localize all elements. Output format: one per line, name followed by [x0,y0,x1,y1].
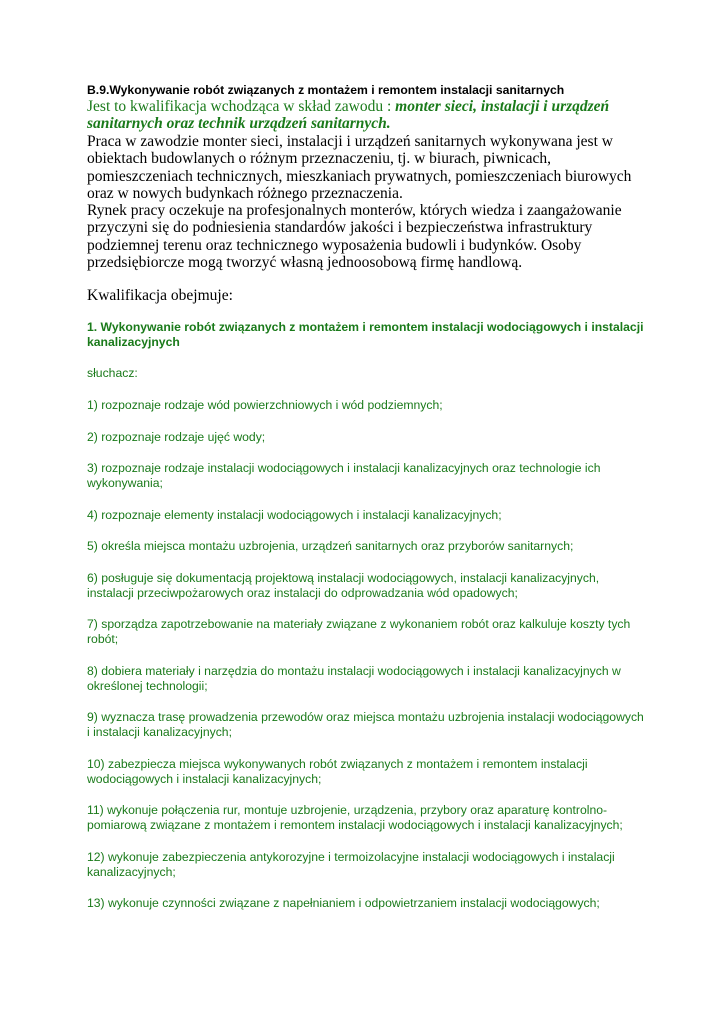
list-item: 8) dobiera materiały i narzędzia do montażu instalacji wodociągowych i instalacji kanalizacyjnych w określonej technologii; [87,664,621,693]
list-item: 1) rozpoznaje rodzaje wód powierzchniowych i wód podziemnych; [87,398,443,412]
intro-professions: monter sieci, instalacji i urządzeń sanitarnych oraz technik urządzeń sanitarnych. [87,98,610,133]
intro-paragraph [87,98,647,133]
list-item: 3) rozpoznaje rodzaje instalacji wodociągowych i instalacji kanalizacyjnych oraz technologie ich wykonywania; [87,461,601,490]
labor-market-paragraph: Rynek pracy oczekuje na profesjonalnych monterów, których wiedza i zaangażowanie przyczyni się do podniesienia standardów jakości i bezpieczeństwa infrastruktury podziemnej terenu oraz technicznego wyposażenia budowli i budynków. Osoby przedsiębiorcze mogą tworzyć własną jednoosobową firmę handlową. [87,202,622,271]
section-title: 1. Wykonywanie robót związanych z montażem i remontem instalacji wodociągowych i instalacji kanalizacyjnych [87,320,644,349]
listener-label: słuchacz: [87,366,138,380]
work-environment-paragraph: Praca w zawodzie monter sieci, instalacji i urządzeń sanitarnych wykonywana jest w obiektach budowlanych o różnym przeznaczeniu, tj. w biurach, piwnicach, pomieszczeniach technicznych, mieszkaniach prywatnych, pomieszczeniach biurowych oraz w nowych budynkach różnego przeznaczenia. [87,133,632,202]
list-item: 12) wykonuje zabezpieczenia antykorozyjne i termoizolacyjne instalacji wodociągowych i instalacji kanalizacyjnych; [87,850,615,879]
list-item: 7) sporządza zapotrzebowanie na materiały związane z wykonaniem robót oraz kalkuluje koszty tych robót; [87,617,631,646]
list-item: 13) wykonuje czynności związane z napełnianiem i odpowietrzaniem instalacji wodociągowych; [87,896,600,910]
list-item: 6) posługuje się dokumentacją projektową instalacji wodociągowych, instalacji kanalizacyjnych, instalacji przeciwpożarowych oraz instalacji do odprowadzania wód opadowych; [87,571,600,600]
qualification-label: Kwalifikacja obejmuje: [87,287,233,304]
intro-lead: Jest to kwalifikacja wchodząca w skład zawodu : [87,98,396,115]
list-item: 4) rozpoznaje elementy instalacji wodociągowych i instalacji kanalizacyjnych; [87,508,502,522]
list-item: 5) określa miejsca montażu uzbrojenia, urządzeń sanitarnych oraz przyborów sanitarnych; [87,539,574,553]
list-item: 11) wykonuje połączenia rur, montuje uzbrojenie, urządzenia, przybory oraz aparaturę kontrolno-pomiarową związane z montażem i remontem instalacji wodociągowych i instalacji kanalizacyjnych; [87,803,623,832]
list-item: 9) wyznacza trasę prowadzenia przewodów oraz miejsca montażu uzbrojenia instalacji wodociągowych i instalacji kanalizacyjnych; [87,710,644,739]
document-heading: B.9.Wykonywanie robót związanych z montażem i remontem instalacji sanitarnych [87,83,565,97]
list-item: 2) rozpoznaje rodzaje ujęć wody; [87,430,266,444]
list-item: 10) zabezpiecza miejsca wykonywanych robót związanych z montażem i remontem instalacji wodociągowych i instalacji kanalizacyjnych; [87,757,588,786]
